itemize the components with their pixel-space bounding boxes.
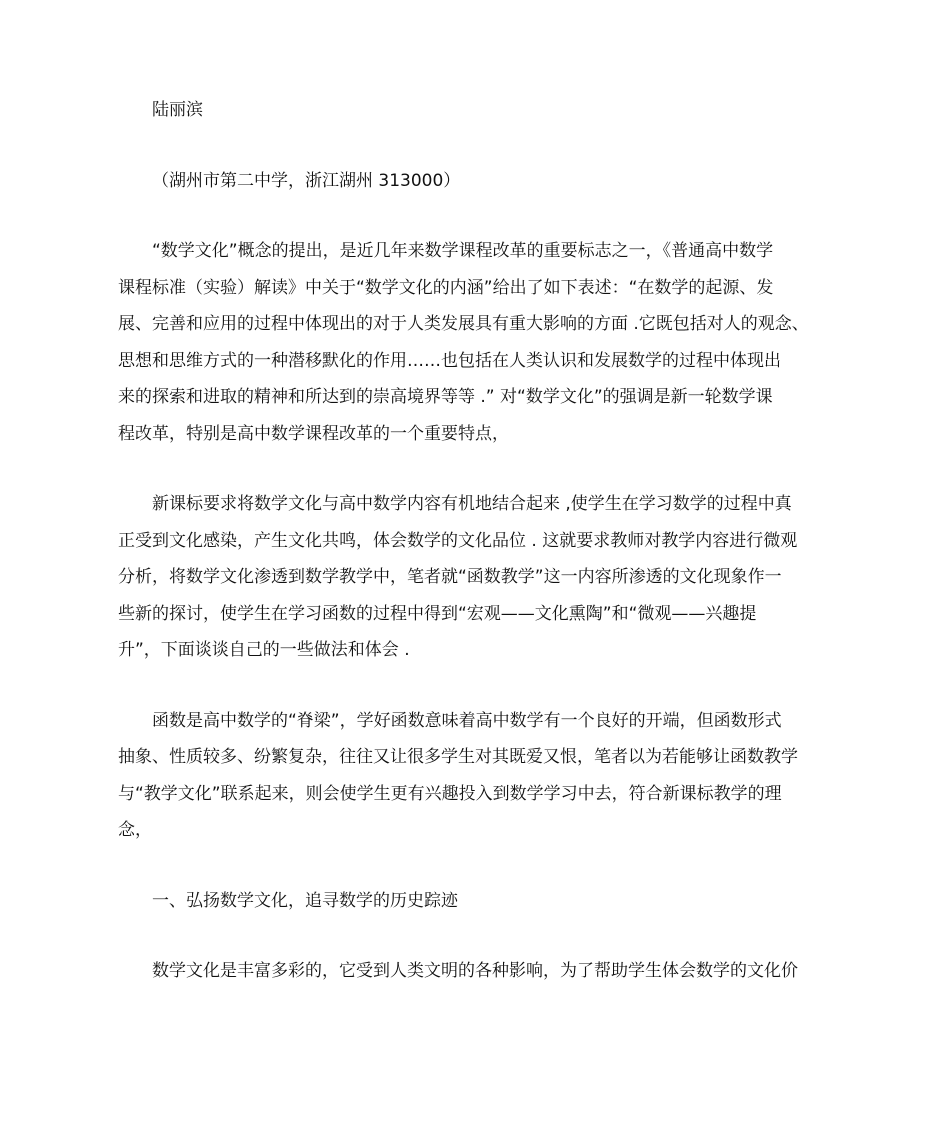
author-affiliation: （湖州市第二中学，浙江湖州 313000） [152,170,461,191]
paragraph-line: 分析，将数学文化渗透到数学教学中，笔者就“函数教学”这一内容所渗透的文化现象作一 [118,567,782,587]
paragraph-line: 来的探索和进取的精神和所达到的崇高境界等等 .” 对“数学文化”的强调是新一轮数学课 [118,387,773,407]
paragraph-line: 与“教学文化”联系起来，则会使学生更有兴趣投入到数学学习中去，符合新课标教学的理 [118,783,782,804]
paragraph-line: 程改革，特别是高中数学课程改革的一个重要特点， [118,423,509,444]
paragraph-4 [118,953,834,990]
paragraph-1 [118,233,834,452]
paragraph-line: 念， [118,820,152,840]
section-heading: 一、弘扬数学文化，追寻数学的历史踪迹 [152,890,458,911]
paragraph-line: 些新的探讨，使学生在学习函数的过程中得到“宏观——文化熏陶”和“微观——兴趣提 [118,603,757,624]
paragraph-3 [118,703,834,849]
paragraph-line: 函数是高中数学的“脊梁”，学好函数意味着高中数学有一个良好的开端，但函数形式 [152,710,782,731]
paragraph-line: 抽象、性质较多、纷繁复杂，往往又让很多学生对其既爱又恨，笔者以为若能够让函数教学 [118,747,798,767]
paragraph-line: 升”，下面谈谈自己的一些做法和体会 . [118,640,410,660]
paragraph-line: 课程标准（实验）解读》中关于“数学文化的内涵”给出了如下表述：“在数学的起源、发 [118,277,774,298]
document-body [118,92,834,1024]
paragraph-2 [118,486,834,669]
paragraph-line: 正受到文化感染，产生文化共鸣，体会数学的文化品位 . 这就要求教师对教学内容进行微观 [118,530,798,551]
paragraph-line: 数学文化是丰富多彩的，它受到人类文明的各种影响，为了帮助学生体会数学的文化价 [152,961,798,981]
paragraph-line: 展、完善和应用的过程中体现出的对于人类发展具有重大影响的方面 .它既包括对人的观念、 [118,314,809,334]
paragraph-line: 新课标要求将数学文化与高中数学内容有机地结合起来 ,使学生在学习数学的过程中真 [152,494,792,514]
paragraph-line: “数学文化”概念的提出，是近几年来数学课程改革的重要标志之一，《普通高中数学 [152,241,774,261]
paragraph-line: 思想和思维方式的一种潜移默化的作用……也包括在人类认识和发展数学的过程中体现出 [118,350,781,371]
author-name: 陆丽滨 [152,100,203,120]
